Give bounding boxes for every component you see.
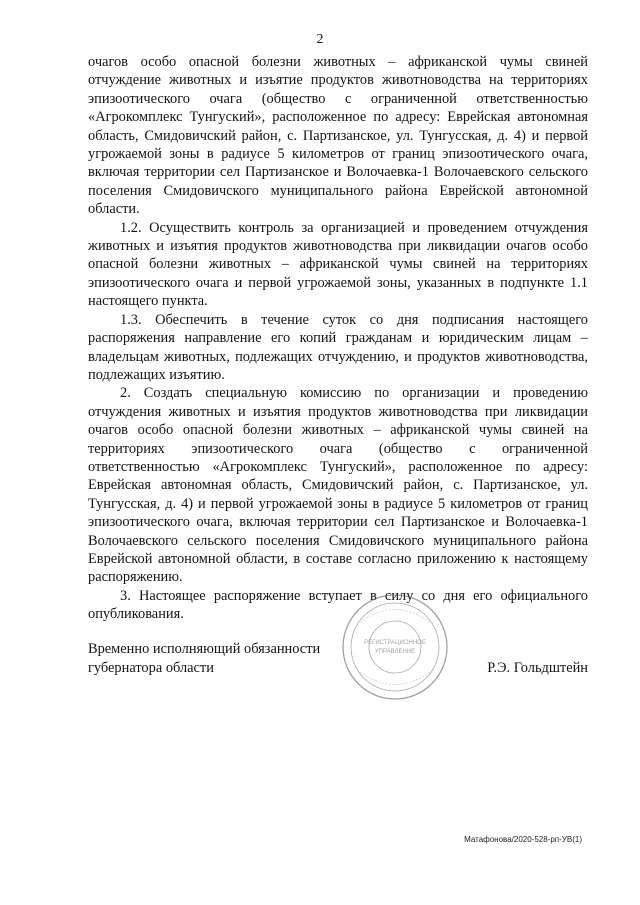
stamp-text-line-2: УПРАВЛЕНИЕ	[374, 649, 416, 655]
signatory-title-line-2: губернатора области	[88, 660, 214, 676]
document-body	[88, 53, 588, 624]
paragraph-1-3: 1.3. Обеспечить в течение суток со дня подписания настоящего распоряжения направление его копий гражданам и юридическим лицам – владельцам животных, подлежащих отчуждению, и продуктов животноводства, подлежащих изъятию.	[88, 311, 588, 383]
page-number: 2	[316, 32, 324, 47]
paragraph-2: 2. Создать специальную комиссию по организации и проведению отчуждения животных и изъятия продуктов животноводства при ликвидации очагов особо опасной болезни животных – африканской чумы свиней на территориях эпизоотического очага (общество с ограниченной ответственностью «Агрокомплекс Тунгуский», расположенное по адресу: Еврейская автономная область, Смидовичский район, с. Партизанское, ул. Тунгусская, д. 4) и первой угрожаемой зоны в радиусе 5 километров от границ эпизоотического очага, включая территории сел Партизанское и Волочаевка-1 Волочаевского сельского поселения Смидовичского муниципального района Еврейской автономной области, в составе согласно приложению к настоящему распоряжению.	[88, 385, 588, 586]
document-code: Матафонова/2020-528-рп-УВ(1)	[464, 835, 582, 844]
signature-block	[88, 640, 588, 690]
stamp-text-line-1: РЕГИСТРАЦИОННОЕ	[364, 640, 426, 646]
paragraph-1-2: 1.2. Осуществить контроль за организацией и проведением отчуждения животных и изъятия продуктов животноводства при ликвидации очагов особо опасной болезни животных – африканской чумы свиней на территориях эпизоотического очага и первой угрожаемой зоны, указанных в подпункте 1.1 настоящего пункта.	[88, 219, 588, 310]
signatory-title-line-1: Временно исполняющий обязанности	[88, 641, 321, 657]
paragraph-3: 3. Настоящее распоряжение вступает в силу со дня его официального опубликования.	[88, 587, 588, 623]
paragraph-1-1-continuation: очагов особо опасной болезни животных – африканской чумы свиней отчуждение животных и изъятие продуктов животноводства на территориях эпизоотического очага (общество с ограниченной ответственностью «Агрокомплекс Тунгуский», расположенное по адресу: Еврейская автономная область, Смидовичский район, с. Партизанское, ул. Тунгусская, д. 4) и первой угрожаемой зоны в радиусе 5 километров от границ эпизоотического очага, включая территории сел Партизанское и Волочаевка-1 Волочаевского сельского поселения Смидовичского муниципального района Еврейской автономной области.	[88, 54, 588, 218]
signatory-title	[88, 640, 320, 678]
signatory-name: Р.Э. Гольдштейн	[487, 660, 588, 676]
